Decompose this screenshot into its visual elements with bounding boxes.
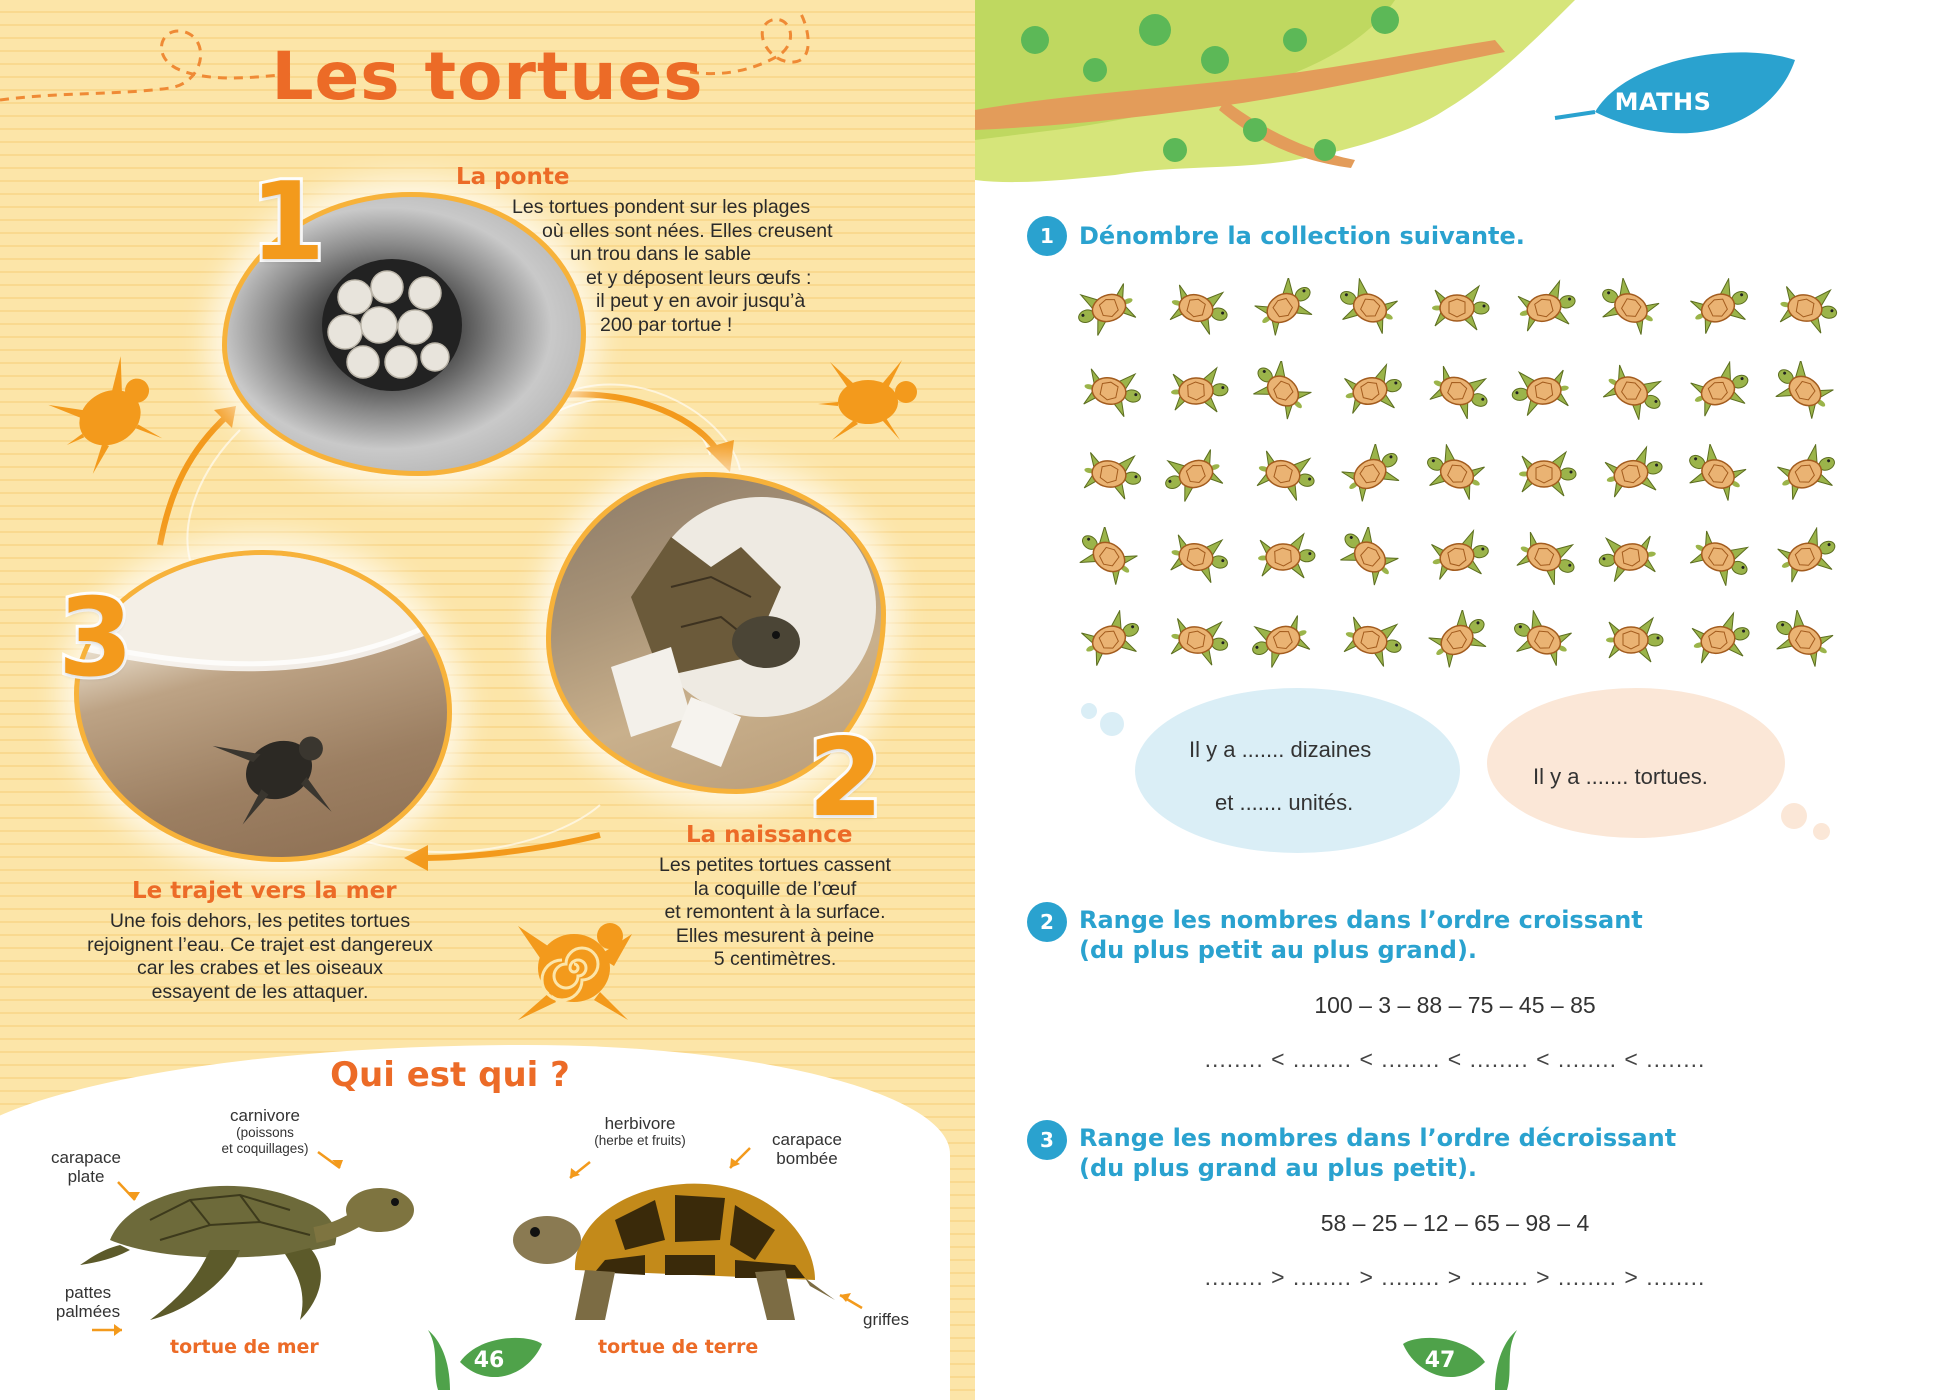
title-line: Range les nombres dans l’ordre croissant: [1079, 906, 1643, 934]
turtle-icon: [1249, 527, 1317, 587]
label-griffes: griffes: [863, 1310, 909, 1329]
turtle-icon: [1162, 361, 1230, 421]
step-number-1: 1: [250, 160, 326, 285]
turtle-icon: [1423, 610, 1491, 670]
turtle-icon: [1510, 444, 1578, 504]
text-line: rejoignent l’eau. Ce trajet est dangereux: [87, 933, 433, 956]
text-line: et remontent à la surface.: [664, 901, 886, 923]
title-line: (du plus grand au plus petit).: [1079, 1154, 1478, 1182]
answer-bubble-peach: [1487, 688, 1785, 838]
turtle-icon: [1510, 361, 1578, 421]
answer-text-unites[interactable]: et ....... unités.: [1215, 790, 1354, 815]
label-line: (poissons: [236, 1125, 294, 1140]
turtle-icon: [1684, 444, 1752, 504]
turtle-icon: [1336, 527, 1404, 587]
label-line: bombée: [776, 1149, 838, 1168]
label-line: carapace: [772, 1130, 842, 1149]
exercise-3-title: [1079, 1123, 1676, 1183]
title-line: (du plus petit au plus grand).: [1079, 936, 1478, 964]
section-heading-naissance: La naissance: [686, 822, 853, 848]
turtle-icon: [1162, 527, 1230, 587]
text-line: 200 par tortue !: [600, 313, 733, 336]
exercise-2-title: [1079, 905, 1643, 965]
label-line: (herbe et fruits): [594, 1133, 686, 1148]
thought-bubble-dot: [1100, 712, 1124, 736]
turtle-icon: [1597, 527, 1665, 587]
turtle-icon: [1597, 278, 1665, 338]
thought-bubble-dot: [1813, 823, 1830, 840]
turtle-icon: [1597, 444, 1665, 504]
label-pattes-palmees: [40, 1283, 136, 1321]
turtle-icon: [1336, 444, 1404, 504]
caption-tortue-de-mer: tortue de mer: [170, 1336, 319, 1358]
turtle-icon: [1597, 361, 1665, 421]
turtle-icon: [1423, 444, 1491, 504]
turtle-icon: [1162, 444, 1230, 504]
text-line: Elles mesurent à peine: [675, 924, 875, 947]
turtle-icon: [1771, 444, 1839, 504]
numbers-to-sort: 58 – 25 – 12 – 65 – 98 – 4: [1320, 1210, 1590, 1236]
text-line: 5 centimètres.: [713, 948, 837, 970]
exercise-number-badge: 3: [1027, 1120, 1067, 1160]
turtle-icon: [1336, 278, 1404, 338]
turtle-icon: [1423, 527, 1491, 587]
page-number: 46: [473, 1348, 505, 1373]
turtle-icon: [1771, 361, 1839, 421]
turtle-icon: [1771, 527, 1839, 587]
turtle-icon: [1336, 361, 1404, 421]
label-line: carnivore: [230, 1106, 300, 1125]
thought-bubble-dot: [1781, 803, 1807, 829]
turtle-icon: [1249, 610, 1317, 670]
answer-bubble-blue: [1135, 688, 1460, 853]
turtle-icon: [1510, 527, 1578, 587]
qui-est-qui-title: Qui est qui ?: [330, 1055, 570, 1095]
section-text-ponte: [500, 196, 880, 337]
label-line: carapace: [51, 1148, 121, 1167]
turtle-icon: [1597, 610, 1665, 670]
step-number-2: 2: [808, 716, 884, 841]
turtle-icon: [1684, 610, 1752, 670]
label-line: pattes: [64, 1283, 112, 1302]
turtle-silhouette-icon: [44, 356, 174, 476]
label-herbivore: [580, 1114, 700, 1149]
section-text-trajet: [50, 910, 470, 1004]
turtle-icon: [1075, 444, 1143, 504]
answer-line-croissant[interactable]: ........ < ........ < ........ < ........ < ........ < ........: [1204, 1046, 1706, 1072]
text-line: car les crabes et les oiseaux: [136, 957, 384, 979]
section-heading-trajet: Le trajet vers la mer: [132, 878, 397, 904]
label-line: palmées: [55, 1302, 121, 1321]
page-number: 47: [1424, 1348, 1456, 1373]
exercise-1-title: Dénombre la collection suivante.: [1079, 222, 1525, 250]
answer-text-tortues[interactable]: Il y a ....... tortues.: [1533, 764, 1708, 789]
arrow-2-to-3: [420, 835, 600, 858]
text-line: il peut y en avoir jusqu’à: [596, 290, 806, 312]
turtle-icon: [1249, 361, 1317, 421]
turtle-icon: [1075, 278, 1143, 338]
label-line: herbivore: [604, 1114, 676, 1133]
answer-text-dizaines[interactable]: Il y a ....... dizaines: [1189, 737, 1372, 762]
turtle-icon: [1249, 278, 1317, 338]
exercise-number-badge: 1: [1027, 216, 1067, 256]
text-line: Une fois dehors, les petites tortues: [109, 910, 411, 932]
answer-line-decroissant[interactable]: ........ > ........ > ........ > ........ > ........ > ........: [1204, 1264, 1706, 1290]
turtle-icon: [1075, 610, 1143, 670]
right-page: [975, 0, 1935, 1400]
caption-tortue-de-terre: tortue de terre: [598, 1336, 759, 1358]
turtle-icon: [1249, 444, 1317, 504]
page-title: Les tortues: [271, 38, 704, 115]
turtle-icon: [1075, 361, 1143, 421]
exercise-number-badge: 2: [1027, 902, 1067, 942]
turtle-icon: [1510, 610, 1578, 670]
turtle-icon: [1771, 610, 1839, 670]
step-number-3: 3: [58, 576, 134, 701]
turtle-icon: [1684, 278, 1752, 338]
label-line: et coquillages): [221, 1141, 309, 1156]
section-text-naissance: [620, 854, 930, 972]
turtle-icon: [1684, 361, 1752, 421]
text-line: la coquille de l’œuf: [693, 877, 857, 900]
turtle-icon: [1423, 278, 1491, 338]
numbers-to-sort: 100 – 3 – 88 – 75 – 45 – 85: [1314, 992, 1596, 1018]
text-line: un trou dans le sable: [570, 243, 752, 265]
label-carapace-bombee: [752, 1130, 862, 1168]
text-line: Les tortues pondent sur les plages: [512, 196, 811, 218]
turtle-icon: [1510, 278, 1578, 338]
turtle-icon: [1423, 361, 1491, 421]
thought-bubble-dot: [1081, 703, 1097, 719]
turtle-icon: [1336, 610, 1404, 670]
turtle-icon: [1075, 527, 1143, 587]
turtle-icon: [1162, 278, 1230, 338]
tree-branch-header-illustration: [975, 0, 1935, 200]
text-line: où elles sont nées. Elles creusent: [542, 219, 833, 242]
text-line: Les petites tortues cassent: [659, 854, 891, 876]
text-line: essayent de les attaquer.: [151, 980, 369, 1003]
section-heading-ponte: La ponte: [456, 164, 570, 190]
label-carnivore: [195, 1106, 335, 1157]
turtle-silhouette-icon: [812, 354, 928, 444]
label-carapace-plate: [36, 1148, 136, 1186]
turtle-icon: [1771, 278, 1839, 338]
turtle-icon: [1162, 610, 1230, 670]
title-line: Range les nombres dans l’ordre décroissant: [1079, 1124, 1677, 1152]
label-line: plate: [67, 1167, 105, 1186]
turtle-icon: [1684, 527, 1752, 587]
arrow-1-to-2: [560, 394, 720, 455]
text-line: et y déposent leurs œufs :: [586, 266, 812, 289]
subject-label: MATHS: [1614, 88, 1712, 116]
